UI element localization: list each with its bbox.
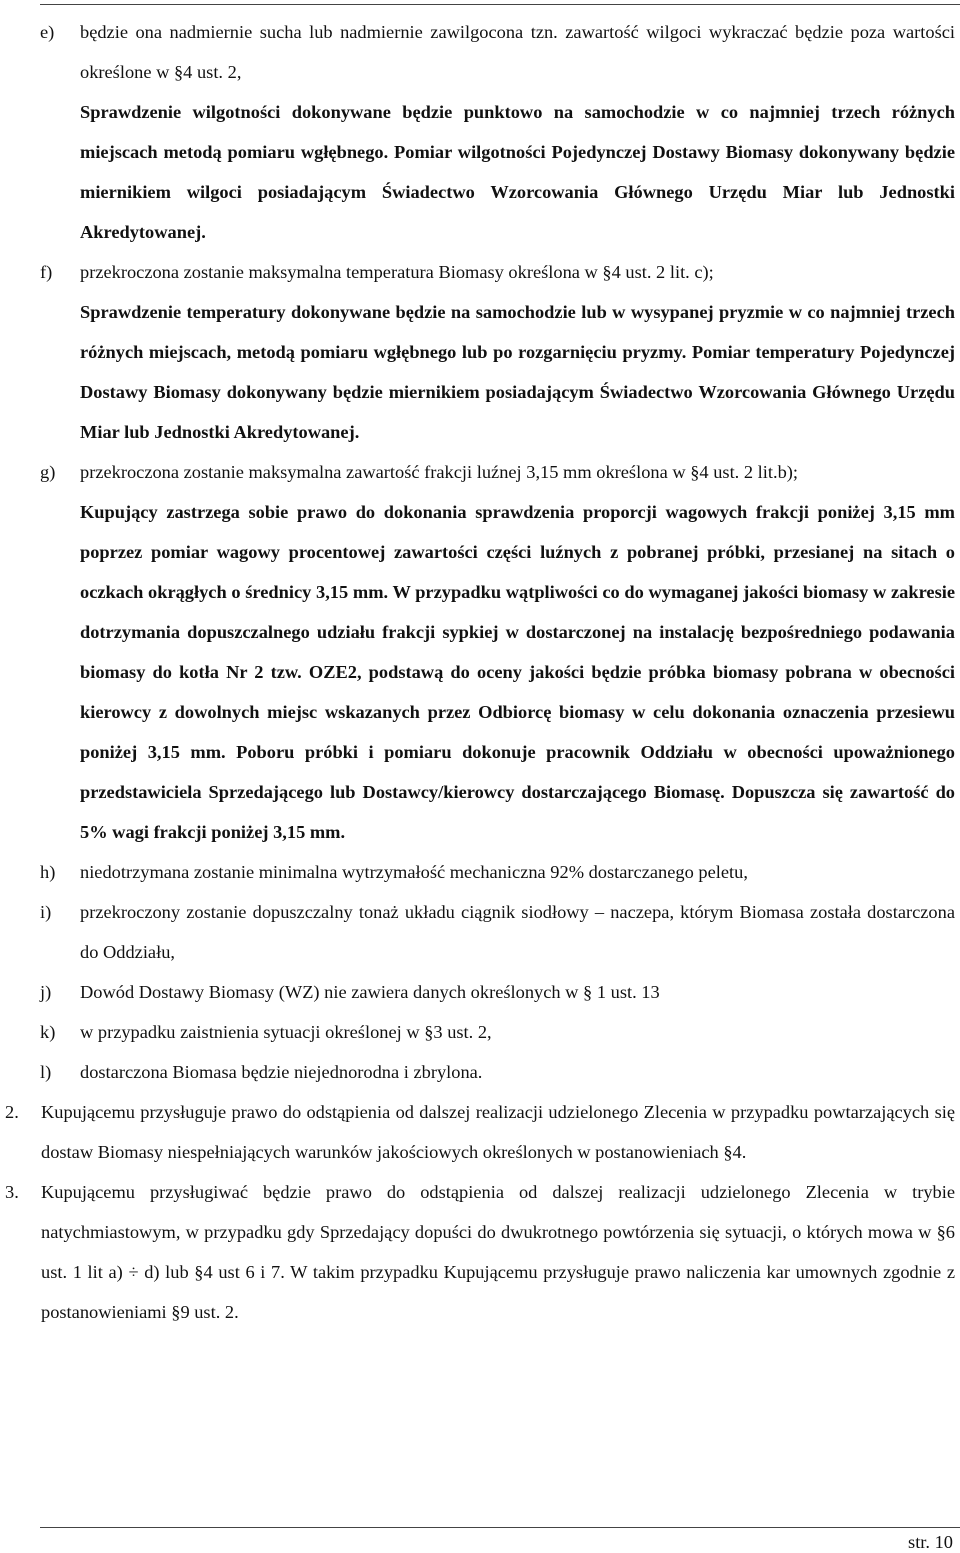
item-marker: i) [40, 902, 52, 922]
item-text: przekroczona zostanie maksymalna temperatura Biomasy określona w §4 ust. 2 lit. c); [80, 262, 714, 282]
point-marker: 3. [5, 1182, 19, 1202]
item-marker: h) [40, 862, 56, 882]
list-item-j [0, 972, 960, 1012]
item-marker: f) [40, 262, 53, 282]
item-text: przekroczony zostanie dopuszczalny tonaż układu ciągnik siodłowy – naczepa, którym Biomasa została dostarczona do Oddziału, [80, 902, 955, 962]
footer-divider [40, 1527, 960, 1528]
list-item-i [0, 892, 960, 972]
item-text: przekroczona zostanie maksymalna zawartość frakcji luźnej 3,15 mm określona w §4 ust. 2 lit.b); [80, 462, 799, 482]
item-marker: j) [40, 982, 52, 1002]
item-text: dostarczona Biomasa będzie niejednorodna i zbrylona. [80, 1062, 483, 1082]
list-item-l [0, 1052, 960, 1092]
item-marker: e) [40, 22, 55, 42]
item-text: Dowód Dostawy Biomasy (WZ) nie zawiera danych określonych w § 1 ust. 13 [80, 982, 660, 1002]
point-text: Kupującemu przysługuje prawo do odstąpienia od dalszej realizacji udzielonego Zlecenia w przypadku powtarzających się dostaw Biomasy niespełniających warunków jakościowych określonych w postanowieniach §4. [41, 1102, 955, 1162]
item-marker: k) [40, 1022, 56, 1042]
point-marker: 2. [5, 1102, 19, 1122]
item-text: w przypadku zaistnienia sytuacji określonej w §3 ust. 2, [80, 1022, 492, 1042]
item-text: niedotrzymana zostanie minimalna wytrzymałość mechaniczna 92% dostarczanego peletu, [80, 862, 748, 882]
item-bold-text: Sprawdzenie wilgotności dokonywane będzie punktowo na samochodzie w co najmniej trzech różnych miejscach metodą pomiaru wgłębnego. Pomiar wilgotności Pojedynczej Dostawy Biomasy dokonywany będzie miernikiem wilgoci posiadającym Świadectwo Wzorcowania Głównego Urzędu Miar lub Jednostki Akredytowanej. [80, 102, 955, 242]
item-text: będzie ona nadmiernie sucha lub nadmiernie zawilgocona tzn. zawartość wilgoci wykraczać będzie poza wartości określone w §4 ust. 2, [80, 22, 955, 82]
page-number: str. 10 [908, 1532, 953, 1552]
point-2 [0, 1092, 960, 1172]
item-bold-text: Kupujący zastrzega sobie prawo do dokonania sprawdzenia proporcji wagowych frakcji poniżej 3,15 mm poprzez pomiar wagowy procentowej zawartości części luźnych z pobranej próbki, przesianej na sitach o oczkach okrągłych o średnicy 3,15 mm. W przypadku wątpliwości co do wymaganej jakości biomasy w zakresie dotrzymania dopuszczalnego udziału frakcji sypkiej w dostarczonej na instalację bezpośredniego podawania biomasy do kotła Nr 2 tzw. OZE2, podstawą do oceny jakości będzie próbka biomasy pobrana w obecności kierowcy z dowolnych miejsc wskazanych przez Odbiorcę biomasy w celu dokonania oznaczenia przesiewu poniżej 3,15 mm. Poboru próbki i pomiaru dokonuje pracownik Oddziału w obecności upoważnionego przedstawiciela Sprzedającego lub Dostawcy/kierowcy dostarczającego Biomasę. Dopuszcza się zawartość do 5% wagi frakcji poniżej 3,15 mm. [80, 502, 955, 842]
list-item-g [0, 452, 960, 852]
document-body [0, 12, 960, 1332]
list-item-e [0, 12, 960, 252]
point-text: Kupującemu przysługiwać będzie prawo do odstąpienia od dalszej realizacji udzielonego Zlecenia w trybie natychmiastowym, w przypadku gdy Sprzedający dopuści do dwukrotnego powtórzenia się sytuacji, o których mowa w §6 ust. 1 lit a) ÷ d) lub §4 ust 6 i 7. W takim przypadku Kupującemu przysługuje prawo naliczenia kar umownych zgodnie z postanowieniami §9 ust. 2. [41, 1182, 955, 1322]
item-bold-text: Sprawdzenie temperatury dokonywane będzie na samochodzie lub w wysypanej pryzmie w co najmniej trzech różnych miejscach, metodą pomiaru wgłębnego lub po rozgarnięciu pryzmy. Pomiar temperatury Pojedynczej Dostawy Biomasy dokonywany będzie miernikiem posiadającym Świadectwo Wzorcowania Głównego Urzędu Miar lub Jednostki Akredytowanej. [80, 302, 955, 442]
list-item-f [0, 252, 960, 452]
list-item-h [0, 852, 960, 892]
top-divider [40, 4, 960, 5]
item-marker: g) [40, 462, 56, 482]
item-marker: l) [40, 1062, 52, 1082]
point-3 [0, 1172, 960, 1332]
list-item-k [0, 1012, 960, 1052]
